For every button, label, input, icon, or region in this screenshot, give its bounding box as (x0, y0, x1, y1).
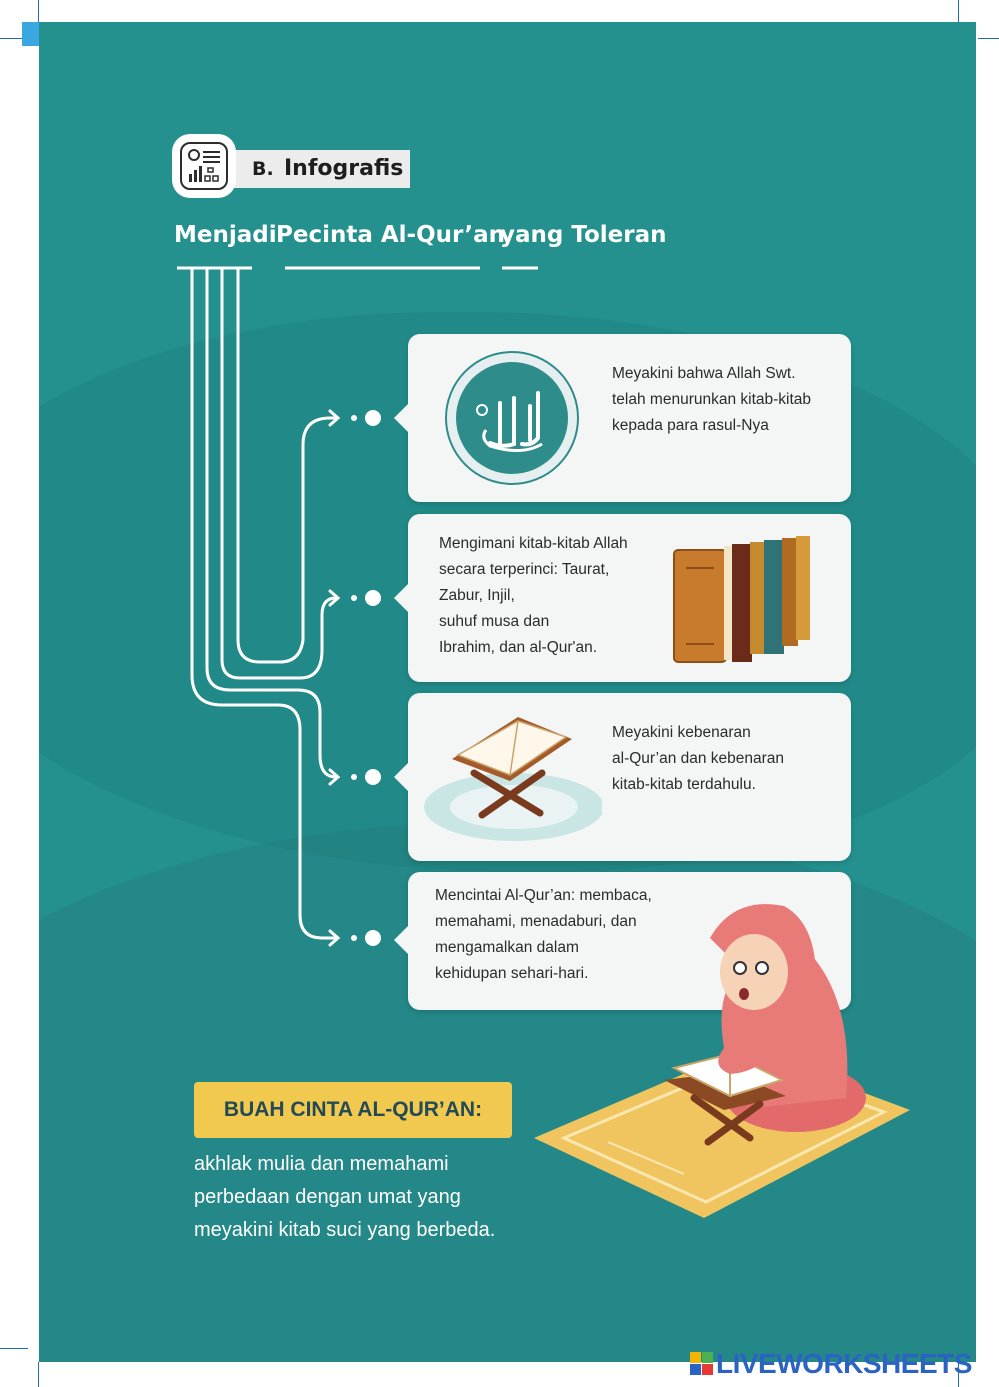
liveworksheets-logo[interactable] (690, 1348, 990, 1380)
card-text: Meyakini bahwa Allah Swt. telah menurunkan kitab-kitab kepada para rasul-Nya (612, 365, 812, 434)
buah-cinta-text: akhlak mulia dan memahami perbedaan dengan umat yang meyakini kitab suci yang berbeda. (194, 1153, 496, 1241)
girl-reading-quran-illustration (534, 898, 914, 1228)
connector-dot (365, 930, 381, 946)
section-title: Infografis (284, 156, 404, 181)
connector-dot (351, 595, 357, 601)
buah-cinta-heading: BUAH CINTA AL-QUR’AN: (194, 1082, 512, 1138)
connector-dot (365, 590, 381, 606)
liveworksheets-text: LIVEWORKSHEETS (716, 1348, 972, 1379)
connector-dot (351, 935, 357, 941)
card-text: Mengimani kitab-kitab Allah secara terperinci: Taurat, Zabur, Injil, suhuf musa dan Ibrahim, dan al-Qur'an. (439, 535, 628, 656)
connector-dot (351, 415, 357, 421)
connector-dot (351, 774, 357, 780)
title-part-2: Pecinta Al-Qur’an (276, 222, 505, 248)
liveworksheets-icon (690, 1352, 714, 1376)
card-text: Mencintai Al-Qur’an: membaca, memahami, menadaburi, dan mengamalkan dalam kehidupan sehari-hari. (435, 887, 652, 982)
section-label (228, 150, 410, 188)
title-part-1: Menjadi (174, 222, 277, 248)
card-text: Meyakini kebenaran al-Qur’an dan kebenaran kitab-kitab terdahulu. (612, 724, 785, 793)
allah-calligraphy-icon (442, 348, 582, 488)
connector-dot (365, 769, 381, 785)
infographic-icon (172, 134, 236, 198)
section-letter: B. (252, 158, 274, 180)
books-stack-icon (666, 528, 826, 672)
connector-dot (365, 410, 381, 426)
info-card-3 (408, 693, 851, 861)
open-quran-on-stand-icon (422, 711, 602, 845)
info-card-1 (408, 334, 851, 502)
title-part-3: yang Toleran (500, 222, 667, 248)
info-card-2 (408, 514, 851, 682)
